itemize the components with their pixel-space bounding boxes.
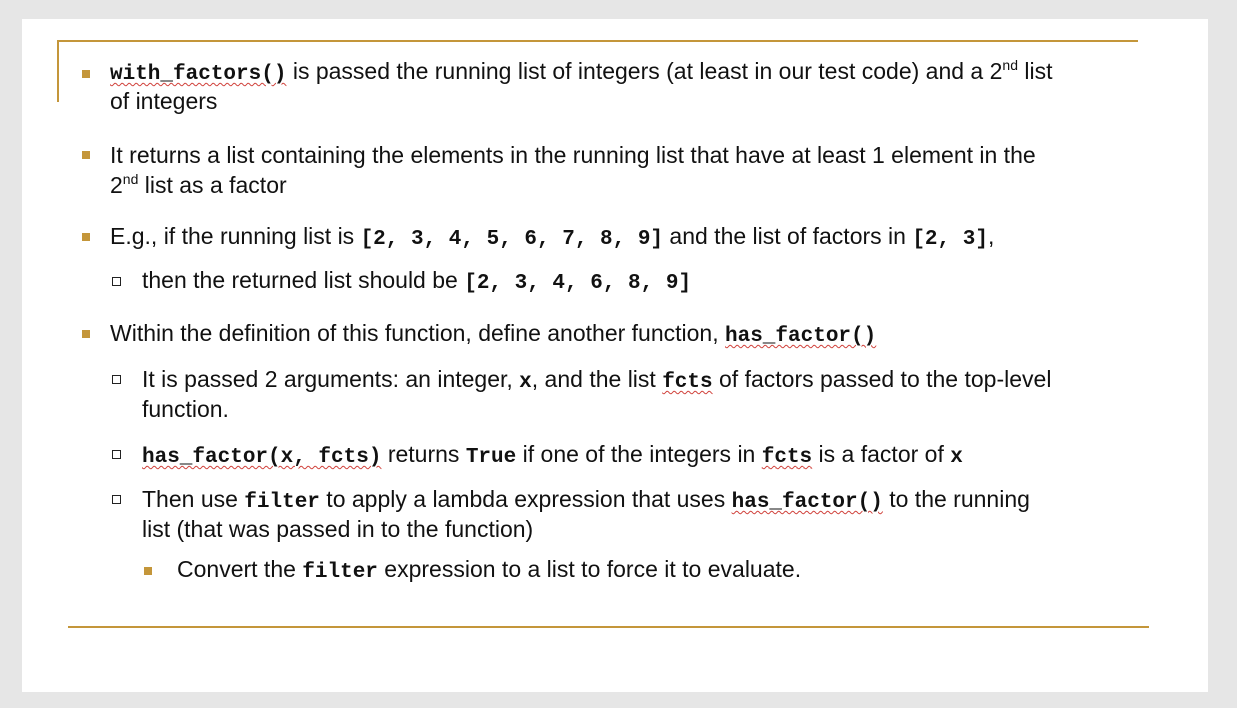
bullet-1-line-1: [110, 56, 1052, 90]
bullet-4a-line-1: [142, 364, 1051, 398]
bullet-3a-line-1: [142, 265, 691, 299]
code-with-factors: with_factors(): [110, 63, 287, 86]
square-bullet-icon: [82, 70, 90, 78]
square-bullet-icon: [82, 151, 90, 159]
text: to the running: [882, 486, 1030, 512]
square-bullet-icon: [144, 567, 152, 575]
hollow-square-bullet-icon: [112, 277, 121, 286]
text: ,: [987, 223, 995, 249]
text: is passed the running list of integers (at least in our test code) and a 2: [286, 58, 1003, 84]
bullet-4b-line-1: [142, 439, 963, 473]
top-rule: [57, 40, 1138, 42]
bullet-4c1-line-1: [177, 554, 801, 588]
hollow-square-bullet-icon: [112, 450, 121, 459]
text: Within the definition of this function, define another function,: [110, 320, 725, 346]
bullet-1-line-2: of integers: [110, 88, 218, 114]
bottom-rule: [68, 626, 1149, 628]
code-returned-list: [2, 3, 4, 6, 8, 9]: [464, 272, 692, 295]
code-filter: filter: [244, 491, 320, 514]
text: 2: [110, 172, 123, 198]
code-has-factor: has_factor(): [731, 491, 883, 514]
superscript: nd: [1002, 57, 1018, 73]
bullet-4a-line-2: function.: [142, 396, 229, 422]
bullet-4c-line-1: [142, 484, 1030, 518]
code-x: x: [519, 371, 532, 394]
text: Then use: [142, 486, 245, 512]
text: expression to a list to force it to evaluate.: [377, 556, 802, 582]
hollow-square-bullet-icon: [112, 375, 121, 384]
slide: [22, 19, 1208, 692]
text: list as a factor: [138, 172, 287, 198]
bullet-3-line-1: [110, 221, 994, 255]
hollow-square-bullet-icon: [112, 495, 121, 504]
superscript: nd: [122, 171, 139, 187]
code-fcts: fcts: [761, 446, 813, 469]
text: list: [1017, 58, 1053, 84]
bullet-2-line-2: [110, 170, 287, 200]
text: and the list of factors in: [663, 223, 913, 249]
text: , and the list: [531, 366, 663, 392]
code-factor-list: [2, 3]: [912, 228, 988, 251]
text: to apply a lambda expression that uses: [319, 486, 732, 512]
text: E.g., if the running list is: [110, 223, 361, 249]
code-has-factor-call: has_factor(x, fcts): [142, 446, 382, 469]
code-running-list: [2, 3, 4, 5, 6, 7, 8, 9]: [360, 228, 664, 251]
code-true: True: [465, 446, 517, 469]
text: if one of the integers in: [516, 441, 762, 467]
code-has-factor: has_factor(): [725, 325, 877, 348]
bullet-4-line-1: [110, 318, 876, 352]
text: It is passed 2 arguments: an integer,: [142, 366, 520, 392]
code-filter: filter: [302, 561, 378, 584]
code-x: x: [950, 446, 963, 469]
bullet-4c-line-2: list (that was passed in to the function): [142, 516, 534, 542]
code-fcts: fcts: [662, 371, 713, 394]
text: returns: [381, 441, 466, 467]
square-bullet-icon: [82, 330, 90, 338]
text: of factors passed to the top-level: [712, 366, 1052, 392]
left-rule: [57, 40, 59, 102]
text: is a factor of: [812, 441, 951, 467]
square-bullet-icon: [82, 233, 90, 241]
text: then the returned list should be: [142, 267, 465, 293]
bullet-2-line-1: It returns a list containing the elements in the running list that have at least 1 element in the: [110, 142, 1036, 168]
text: Convert the: [177, 556, 303, 582]
